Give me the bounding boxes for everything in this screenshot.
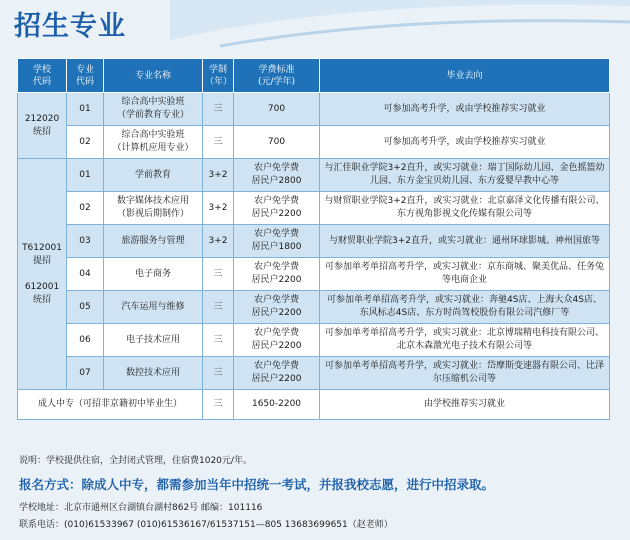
row-destination: 可参加单考单招高考升学，或实习就业：岱摩斯变速器有限公司、比泽尔压缩机公司等 xyxy=(320,357,610,390)
row-duration: 三 xyxy=(203,357,234,390)
row-duration: 三 xyxy=(203,258,234,291)
row-duration: 三 xyxy=(203,291,234,324)
row-name: 数控技术应用 xyxy=(104,357,203,390)
row-code: 03 xyxy=(67,225,104,258)
row-name: 数字媒体技术应用 （影视后期制作） xyxy=(104,192,203,225)
row-code: 01 xyxy=(67,93,104,126)
adult-fee: 1650-2200 xyxy=(234,390,320,420)
row-fee: 农户免学费 居民户2200 xyxy=(234,324,320,357)
table-row xyxy=(18,324,610,357)
row-duration: 3+2 xyxy=(203,192,234,225)
row-code: 02 xyxy=(67,192,104,225)
table-row xyxy=(18,357,610,390)
row-code: 04 xyxy=(67,258,104,291)
contact-phone: 联系电话：(010)61533967 (010)61536167/61537151—805 13683699651（赵老师） xyxy=(19,520,393,530)
row-fee: 农户免学费 居民户2200 xyxy=(234,291,320,324)
header-major-code xyxy=(67,59,104,93)
row-name: 学前教育 xyxy=(104,159,203,192)
row-name: 汽车运用与维修 xyxy=(104,291,203,324)
row-name: 综合高中实验班 （计算机应用专业） xyxy=(104,126,203,159)
header-school-code xyxy=(18,59,67,93)
header-destination: 毕业去向 xyxy=(320,59,610,93)
group2-school-code: T612001 提招 612001 统招 xyxy=(18,159,67,390)
row-code: 02 xyxy=(67,126,104,159)
row-duration: 三 xyxy=(203,126,234,159)
table-row xyxy=(18,225,610,258)
header-duration xyxy=(203,59,234,93)
row-name: 旅游服务与管理 xyxy=(104,225,203,258)
row-fee: 农户免学费 居民户1800 xyxy=(234,225,320,258)
table-row xyxy=(18,291,610,324)
row-code: 07 xyxy=(67,357,104,390)
table-row xyxy=(18,258,610,291)
row-code: 05 xyxy=(67,291,104,324)
header-major-code-text: 专业 代码 xyxy=(75,64,94,87)
row-name: 电子商务 xyxy=(104,258,203,291)
header-duration-text: 学制 （年） xyxy=(205,64,233,87)
row-duration: 三 xyxy=(203,324,234,357)
page-title: 招生专业 xyxy=(14,11,126,42)
enrollment-method: 报名方式：除成人中专，都需参加当年中招统一考试，并报我校志愿，进行中招录取。 xyxy=(19,477,495,492)
row-destination: 与财贸职业学院3+2直升，或实习就业：北京嘉泽文化传播有限公司、东方视角影视文化传媒有限公司等 xyxy=(320,192,610,225)
header-major-name: 专业名称 xyxy=(104,59,203,93)
adult-destination: 由学校推荐实习就业 xyxy=(320,390,610,420)
group1-school-code: 212020 统招 xyxy=(18,93,67,159)
table-row xyxy=(18,126,610,159)
row-destination: 可参加单考单招高考升学，或实习就业：北京博瑞精电科技有限公司、北京木森激光电子技术有限公司等 xyxy=(320,324,610,357)
row-duration: 3+2 xyxy=(203,159,234,192)
school-address: 学校地址：北京市通州区台湖镇台湖村862号 邮编：101116 xyxy=(19,503,263,513)
row-code: 06 xyxy=(67,324,104,357)
table-header-row xyxy=(18,59,610,93)
header-school-code-text: 学校 代码 xyxy=(32,64,51,87)
accommodation-note: 说明：学校提供住宿，全封闭式管理，住宿费1020元/年。 xyxy=(19,456,252,466)
row-name: 电子技术应用 xyxy=(104,324,203,357)
row-fee: 700 xyxy=(234,126,320,159)
row-destination: 与财贸职业学院3+2直升，或实习就业：通州环球影城、神州国旅等 xyxy=(320,225,610,258)
majors-table xyxy=(17,58,610,420)
header-fee-text: 学费标准 (元/学年) xyxy=(257,64,296,87)
adult-duration: 三 xyxy=(203,390,234,420)
table-row xyxy=(18,93,610,126)
row-destination: 可参加单考单招高考升学，或实习就业：奔驰4S店、上海大众4S店、东风标志4S店、东方时尚驾校股份有限公司汽修厂等 xyxy=(320,291,610,324)
table-row xyxy=(18,192,610,225)
table-row xyxy=(18,159,610,192)
row-destination: 可参加高考升学，或由学校推荐实习就业 xyxy=(320,93,610,126)
row-fee: 农户免学费 居民户2200 xyxy=(234,258,320,291)
row-fee: 700 xyxy=(234,93,320,126)
row-fee: 农户免学费 居民户2200 xyxy=(234,192,320,225)
adult-label: 成人中专（可招非京籍初中毕业生） xyxy=(18,390,203,420)
row-duration: 3+2 xyxy=(203,225,234,258)
header-fee xyxy=(234,59,320,93)
row-duration: 三 xyxy=(203,93,234,126)
row-destination: 与汇佳职业学院3+2直升，或实习就业：瑞丁国际幼儿园、金色摇篮幼儿园、东方金宝贝幼儿园、东方爱婴早教中心等 xyxy=(320,159,610,192)
row-fee: 农户免学费 居民户2200 xyxy=(234,357,320,390)
row-code: 01 xyxy=(67,159,104,192)
row-destination: 可参加高考升学，或由学校推荐实习就业 xyxy=(320,126,610,159)
table-row-adult xyxy=(18,390,610,420)
row-fee: 农户免学费 居民户2800 xyxy=(234,159,320,192)
row-name: 综合高中实验班 （学前教育专业） xyxy=(104,93,203,126)
row-destination: 可参加单考单招高考升学，或实习就业：京东商城、聚美优品、任务兔等电商企业 xyxy=(320,258,610,291)
